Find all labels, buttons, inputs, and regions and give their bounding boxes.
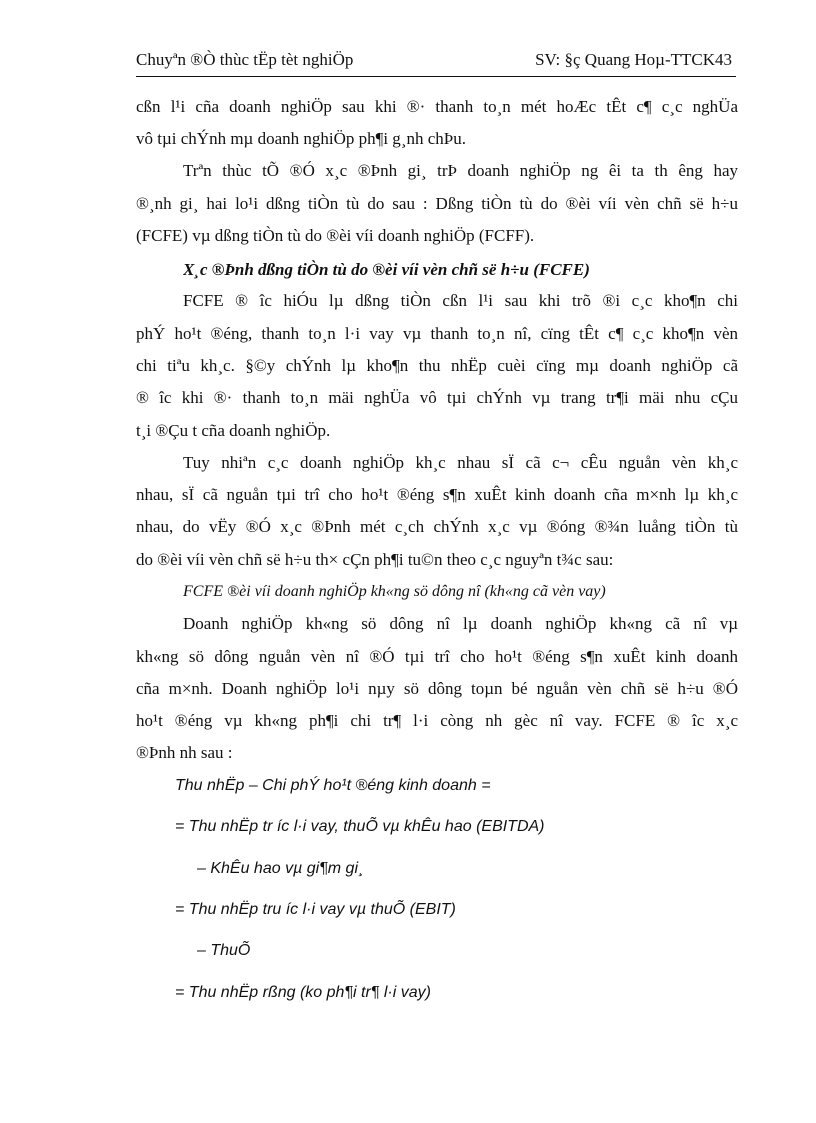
body-line: cßn l¹i cña doanh nghiÖp sau khi ®· thanh to¸n mét hoÆc tÊt c¶ c¸c nghÜa [136,97,738,116]
body-line: ® îc khi ®· thanh to¸n mäi nghÜa vô tµi chÝnh vµ trang tr¶i mäi nhu cÇu [136,388,738,407]
formula-line: = Thu nhËp rßng (ko ph¶i tr¶ l·i vay) [175,984,431,1001]
body-line: t¸i ®Çu t cña doanh nghiÖp. [136,421,331,440]
body-line: FCFE ® îc hiÓu lµ dßng tiÒn cßn l¹i sau khi trõ ®i c¸c kho¶n chi [183,291,738,310]
formula-line: Thu nhËp – Chi phÝ ho¹t ®éng kinh doanh = [175,777,491,794]
body-line: Tuy nhiªn c¸c doanh nghiÖp kh¸c nhau sÏ cã c¬ cÊu nguån vèn kh¸c [183,453,738,472]
body-line: phÝ ho¹t ®éng, thanh to¸n l·i vay vµ thanh to¸n nî, cïng tÊt c¶ c¸c kho¶n vèn [136,324,738,343]
body-line: (FCFE) vµ dßng tiÒn tù do ®èi víi doanh nghiÖp (FCFF). [136,226,535,245]
body-line: nhau, do vËy ®Ó x¸c ®Þnh mét c¸ch chÝnh x¸c vµ ®óng ®¾n luång tiÒn tù [136,517,738,536]
body-line: ho¹t ®éng vµ kh«ng ph¶i chi tr¶ l·i còng nh gèc nî vay. FCFE ® îc x¸c [136,711,738,730]
page-header [136,48,736,76]
formula-line: = Thu nhËp tr íc l·i vay, thuÕ vµ khÊu hao (EBITDA) [175,818,545,835]
body-line: cña m×nh. Doanh nghiÖp lo¹i nµy sö dông toµn bé nguån vèn chñ së h÷u ®Ó [136,679,738,698]
header-author: SV: §ç Quang Hoµ-TTCK43 [535,50,732,69]
header-title: Chuyªn ®Ò thùc tËp tèt nghiÖp [136,50,354,69]
section-heading: X¸c ®Þnh dßng tiÒn tù do ®èi víi vèn chñ së h÷u (FCFE) [183,260,590,279]
body-line: Doanh nghiÖp kh«ng sö dông nî lµ doanh nghiÖp kh«ng cã nî vµ [183,614,738,633]
body-line: vô tµi chÝnh mµ doanh nghiÖp ph¶i g¸nh chÞu. [136,129,466,148]
formula-line: – KhÊu hao vµ gi¶m gi¸ [197,860,364,877]
formula-line: – ThuÕ [197,942,251,959]
header-divider [136,76,736,77]
body-line: Trªn thùc tÕ ®Ó x¸c ®Þnh gi¸ trÞ doanh nghiÖp ng êi ta th êng hay [183,161,738,180]
formula-line: = Thu nhËp tru íc l·i vay vµ thuÕ (EBIT) [175,901,456,918]
body-line: do ®èi víi vèn chñ së h÷u th× cÇn ph¶i tu©n theo c¸c nguyªn t¾c sau: [136,550,614,569]
body-line: ®Þnh nh sau : [136,743,233,762]
body-line: nhau, sÏ cã nguån tµi trî cho ho¹t ®éng s¶n xuÊt kinh doanh cña m×nh lµ kh¸c [136,485,738,504]
body-line: kh«ng sö dông nguån vèn nî ®Ó tµi trî cho ho¹t ®éng s¶n xuÊt kinh doanh [136,647,738,666]
body-line: chi tiªu kh¸c. §©y chÝnh lµ kho¶n thu nhËp cuèi cïng mµ doanh nghiÖp cã [136,356,738,375]
subsection-heading: FCFE ®èi víi doanh nghiÖp kh«ng sö dông nî (kh«ng cã vèn vay) [183,583,606,600]
body-line: ®¸nh gi¸ hai lo¹i dßng tiÒn tù do sau : Dßng tiÒn tù do ®èi víi vèn chñ së h÷u [136,194,738,213]
